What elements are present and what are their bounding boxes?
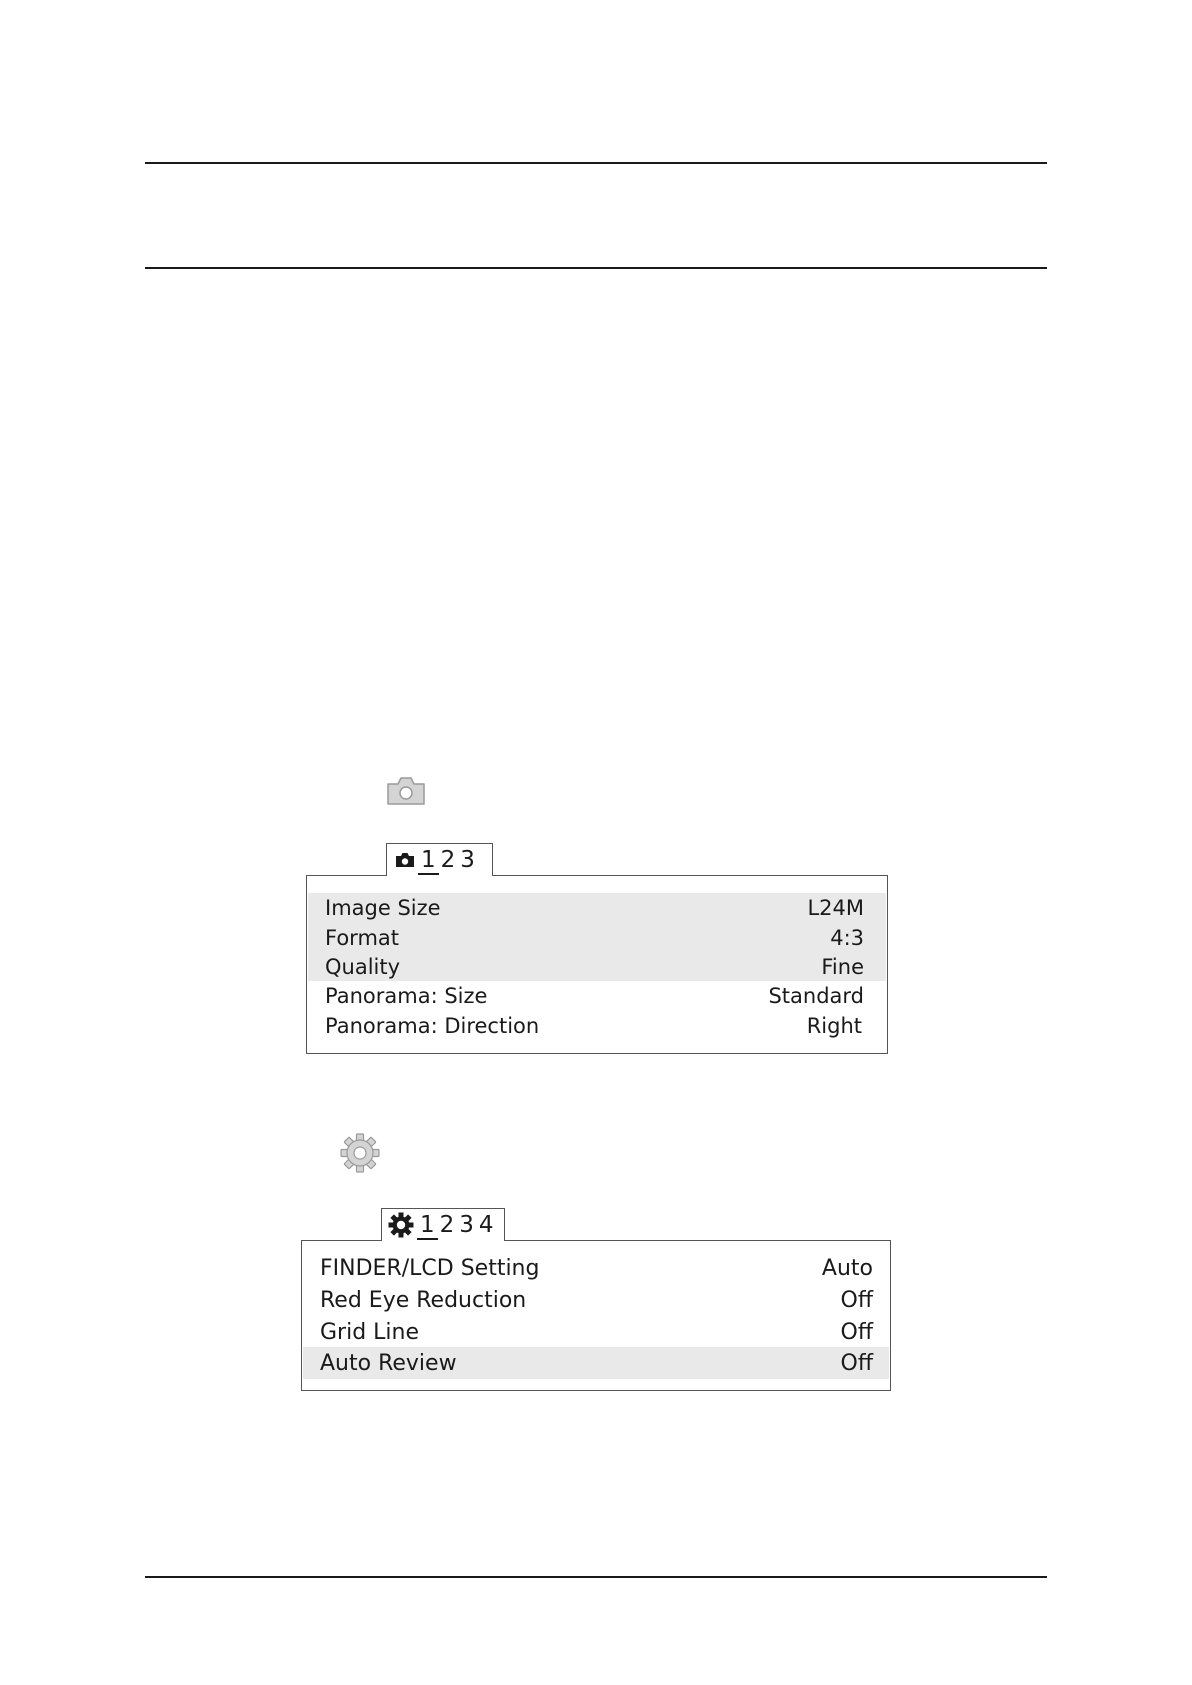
shooting-menu-tab-bar (386, 843, 493, 876)
shooting-menu-list (306, 875, 888, 1054)
menu-item-auto-review[interactable] (303, 1347, 889, 1379)
menu-item-label: Quality (325, 955, 401, 979)
menu-item-label: Format (325, 926, 400, 950)
gear-icon (340, 1133, 380, 1177)
menu-item-value: Fine (821, 955, 864, 979)
shooting-menu (306, 843, 888, 1054)
camera-tab-icon (395, 852, 415, 868)
tab-2[interactable]: 2 (440, 847, 456, 873)
menu-item-label: Image Size (325, 896, 441, 920)
menu-item-image-size[interactable] (308, 893, 886, 923)
menu-item-value: L24M (807, 896, 864, 920)
menu-item-value: Standard (768, 984, 864, 1008)
menu-item-panorama-size[interactable] (308, 981, 886, 1011)
setup-menu-tab-bar (381, 1208, 505, 1241)
tab-2[interactable]: 2 (439, 1212, 455, 1238)
tab-3[interactable]: 3 (459, 1212, 474, 1238)
menu-item-quality[interactable] (308, 953, 886, 981)
menu-item-red-eye-reduction[interactable] (303, 1284, 889, 1316)
header-bottom-rule (145, 267, 1047, 269)
menu-item-format[interactable] (308, 923, 886, 953)
footer-rule (145, 1576, 1047, 1578)
menu-item-grid-line[interactable] (303, 1316, 889, 1348)
menu-item-label: FINDER/LCD Setting (320, 1255, 540, 1281)
menu-item-value: Off (840, 1350, 873, 1376)
menu-item-label: Panorama: Direction (325, 1014, 540, 1038)
menu-item-value: Off (840, 1319, 873, 1345)
menu-item-value: Off (840, 1287, 873, 1313)
gear-tab-icon (388, 1212, 414, 1238)
menu-item-label: Auto Review (320, 1350, 457, 1376)
menu-item-label: Panorama: Size (325, 984, 488, 1008)
tab-4[interactable]: 4 (478, 1212, 494, 1238)
tab-1[interactable]: 1 (421, 847, 436, 873)
menu-item-finder-lcd-setting[interactable] (303, 1252, 889, 1284)
menu-item-label: Red Eye Reduction (320, 1287, 527, 1313)
menu-item-value: 4:3 (830, 926, 864, 950)
camera-icon (386, 776, 426, 810)
menu-item-value: Auto (821, 1255, 873, 1281)
menu-item-value: Right (806, 1014, 862, 1038)
setup-menu-list (301, 1240, 891, 1391)
tab-1[interactable]: 1 (420, 1212, 435, 1238)
top-rule (145, 162, 1047, 164)
tab-3[interactable]: 3 (460, 847, 475, 873)
menu-item-panorama-direction[interactable] (308, 1011, 886, 1041)
setup-menu (301, 1208, 891, 1391)
menu-item-label: Grid Line (320, 1319, 420, 1345)
